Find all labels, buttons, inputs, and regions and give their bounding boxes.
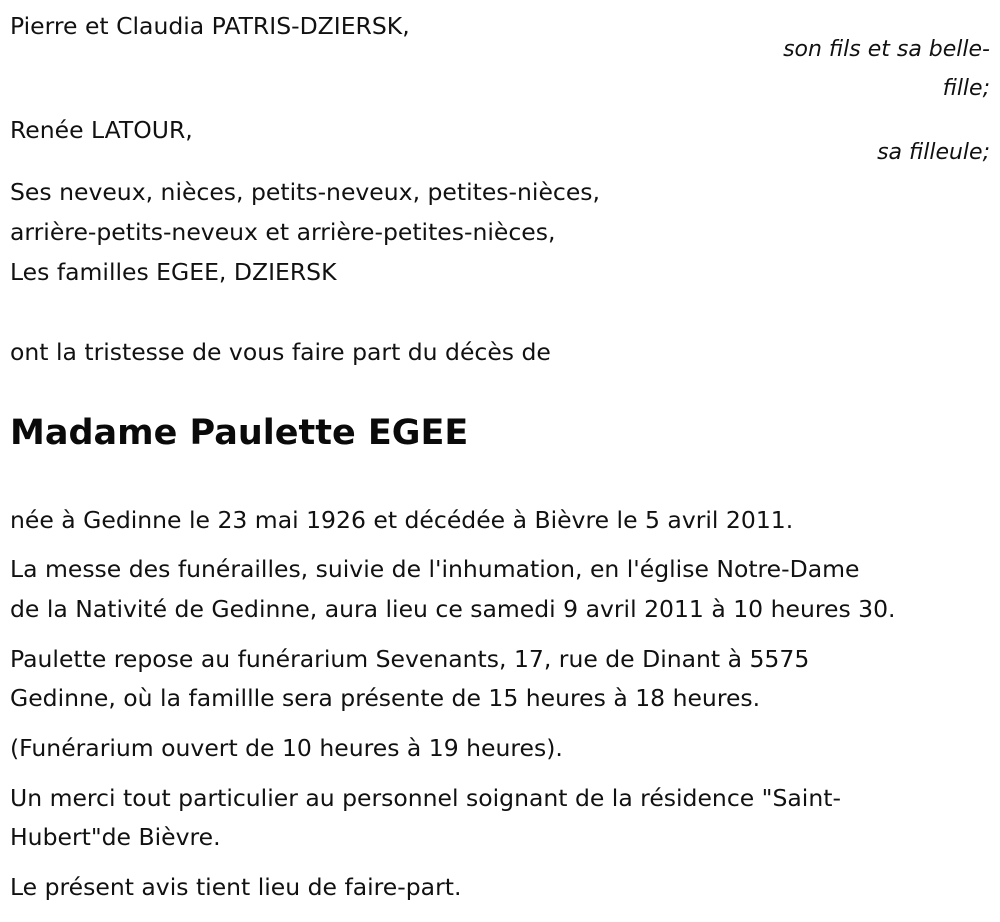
funerarium-line1: Paulette repose au funérarium Sevenants, 17, rue de Dinant à 5575 [10,645,810,673]
funerarium-line2: Gedinne, où la famillle sera présente de 15 heures à 18 heures. [10,684,761,712]
relation-son-line2: fille; [942,76,990,101]
funerarium-hours: (Funérarium ouvert de 10 heures à 19 heures). [10,734,563,762]
relation-goddaughter: sa filleule; [877,140,990,165]
closing-note: Le présent avis tient lieu de faire-part. [10,873,462,901]
deceased-name: Madame Paulette EGEE [10,413,469,453]
birth-death-text: née à Gedinne le 23 mai 1926 et décédée à Bièvre le 5 avril 2011. [10,506,794,534]
announcement-intro: ont la tristesse de vous faire part du décès de [10,338,551,366]
relation-son-line1: son fils et sa belle- [783,37,990,62]
extended-family-line2: arrière-petits-neveux et arrière-petites-nièces, [10,218,556,246]
family-name-latour: Renée LATOUR, [10,116,193,144]
funeral-mass-line1: La messe des funérailles, suivie de l'inhumation, en l'église Notre-Dame [10,555,860,583]
family-name-patris-dziersk: Pierre et Claudia PATRIS-DZIERSK, [10,12,410,40]
thanks-line2: Hubert"de Bièvre. [10,823,221,851]
extended-family-line1: Ses neveux, nièces, petits-neveux, petites-nièces, [10,178,600,206]
funeral-mass-line2: de la Nativité de Gedinne, aura lieu ce samedi 9 avril 2011 à 10 heures 30. [10,595,896,623]
thanks-line1: Un merci tout particulier au personnel soignant de la résidence "Saint- [10,784,841,812]
extended-family-line3: Les familles EGEE, DZIERSK [10,258,337,286]
